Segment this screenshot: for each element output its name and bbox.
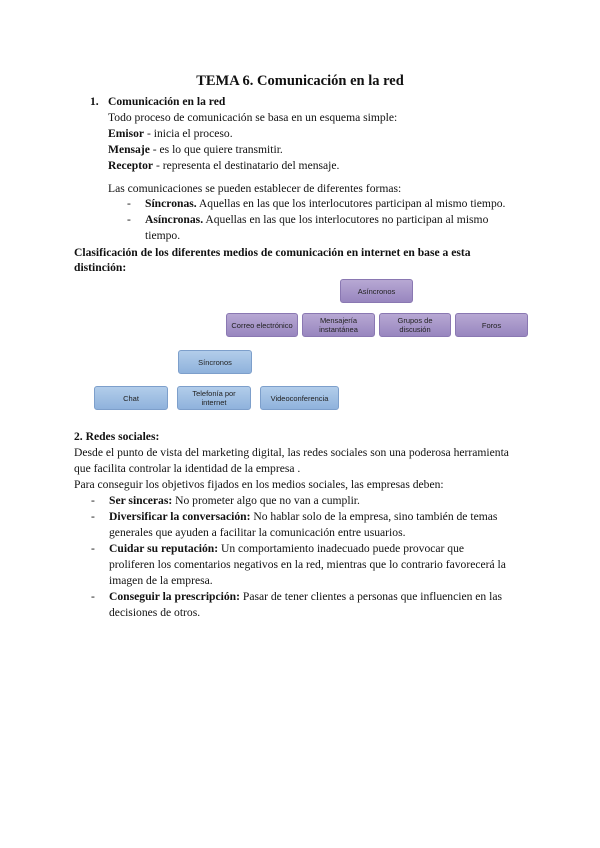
diagram-async-item: Grupos de discusión [379, 313, 451, 337]
emisor-text: - inicia el proceso. [144, 127, 233, 140]
mensaje-line [108, 142, 283, 157]
item-label: Ser sinceras: [109, 494, 173, 507]
page-title: TEMA 6. Comunicación en la red [196, 73, 404, 89]
bullet-dash: - [91, 494, 95, 507]
diagram-sync-item: Telefonía por internet [177, 386, 251, 410]
item-text: No prometer algo que no van a cumplir. [172, 494, 360, 507]
forms-intro: Las comunicaciones se pueden establecer de diferentes formas: [108, 182, 402, 195]
list-item [109, 493, 360, 508]
bullet-dash: - [91, 510, 95, 523]
list-item [109, 509, 497, 524]
diagram-sync-item: Videoconferencia [260, 386, 339, 410]
section2-p2: Para conseguir los objetivos fijados en los medios sociales, las empresas deben: [74, 478, 444, 491]
diagram-async-item: Mensajería instantánea [302, 313, 375, 337]
mensaje-label: Mensaje [108, 143, 150, 156]
diagram-async-item: Foros [455, 313, 528, 337]
item-text: Pasar de tener clientes a personas que influencien en las [239, 590, 503, 603]
emisor-line [108, 126, 233, 141]
bullet-dash: - [127, 213, 131, 226]
item-cont: generales que ayuden a facilitar la comunicación entre usuarios. [109, 526, 406, 539]
asincronas-cont: tiempo. [145, 229, 181, 242]
section1-heading: Comunicación en la red [108, 95, 226, 108]
receptor-line [108, 158, 339, 173]
section2-p1-line1: Desde el punto de vista del marketing digital, las redes sociales son una poderosa herramienta [74, 446, 509, 459]
bullet-sincronas [145, 196, 505, 211]
item-label: Conseguir la prescripción: [109, 590, 240, 603]
sincronas-label: Síncronas. [145, 197, 197, 210]
list-item [109, 541, 464, 556]
item-cont: proliferen los comentarios negativos en la red, mientras que lo contrario favorecerá la [109, 558, 506, 571]
item-label: Cuidar su reputación: [109, 542, 219, 555]
bullet-dash: - [91, 590, 95, 603]
item-text: Un comportamiento inadecuado puede provocar que [218, 542, 465, 555]
item-cont: decisiones de otros. [109, 606, 201, 619]
bullet-asincronas [145, 212, 488, 227]
item-label: Diversificar la conversación: [109, 510, 251, 523]
classification-heading-2: distinción: [74, 261, 127, 274]
list-item [109, 589, 502, 604]
emisor-label: Emisor [108, 127, 145, 140]
receptor-text: - representa el destinatario del mensaje. [153, 159, 340, 172]
diagram-sync-item: Chat [94, 386, 168, 410]
section2-p1-line2: que facilita controlar la identidad de la empresa . [74, 462, 301, 475]
section1-intro: Todo proceso de comunicación se basa en un esquema simple: [108, 111, 398, 124]
item-text: No hablar solo de la empresa, sino también de temas [250, 510, 498, 523]
section2-heading: 2. Redes sociales: [74, 430, 160, 443]
mensaje-text: - es lo que quiere transmitir. [149, 143, 283, 156]
asincronas-label: Asíncronas. [145, 213, 204, 226]
bullet-dash: - [127, 197, 131, 210]
diagram-async-item: Correo electrónico [226, 313, 298, 337]
receptor-label: Receptor [108, 159, 154, 172]
classification-heading-1: Clasificación de los diferentes medios de comunicación en internet en base a esta [74, 246, 471, 259]
diagram-sync-root: Síncronos [178, 350, 252, 374]
section1-number: 1. [90, 95, 99, 108]
diagram-async-root: Asíncronos [340, 279, 413, 303]
asincronas-text: Aquellas en las que los interlocutores no participan al mismo [203, 213, 489, 226]
bullet-dash: - [91, 542, 95, 555]
item-cont: imagen de la empresa. [109, 574, 213, 587]
sincronas-text: Aquellas en las que los interlocutores participan al mismo tiempo. [196, 197, 506, 210]
